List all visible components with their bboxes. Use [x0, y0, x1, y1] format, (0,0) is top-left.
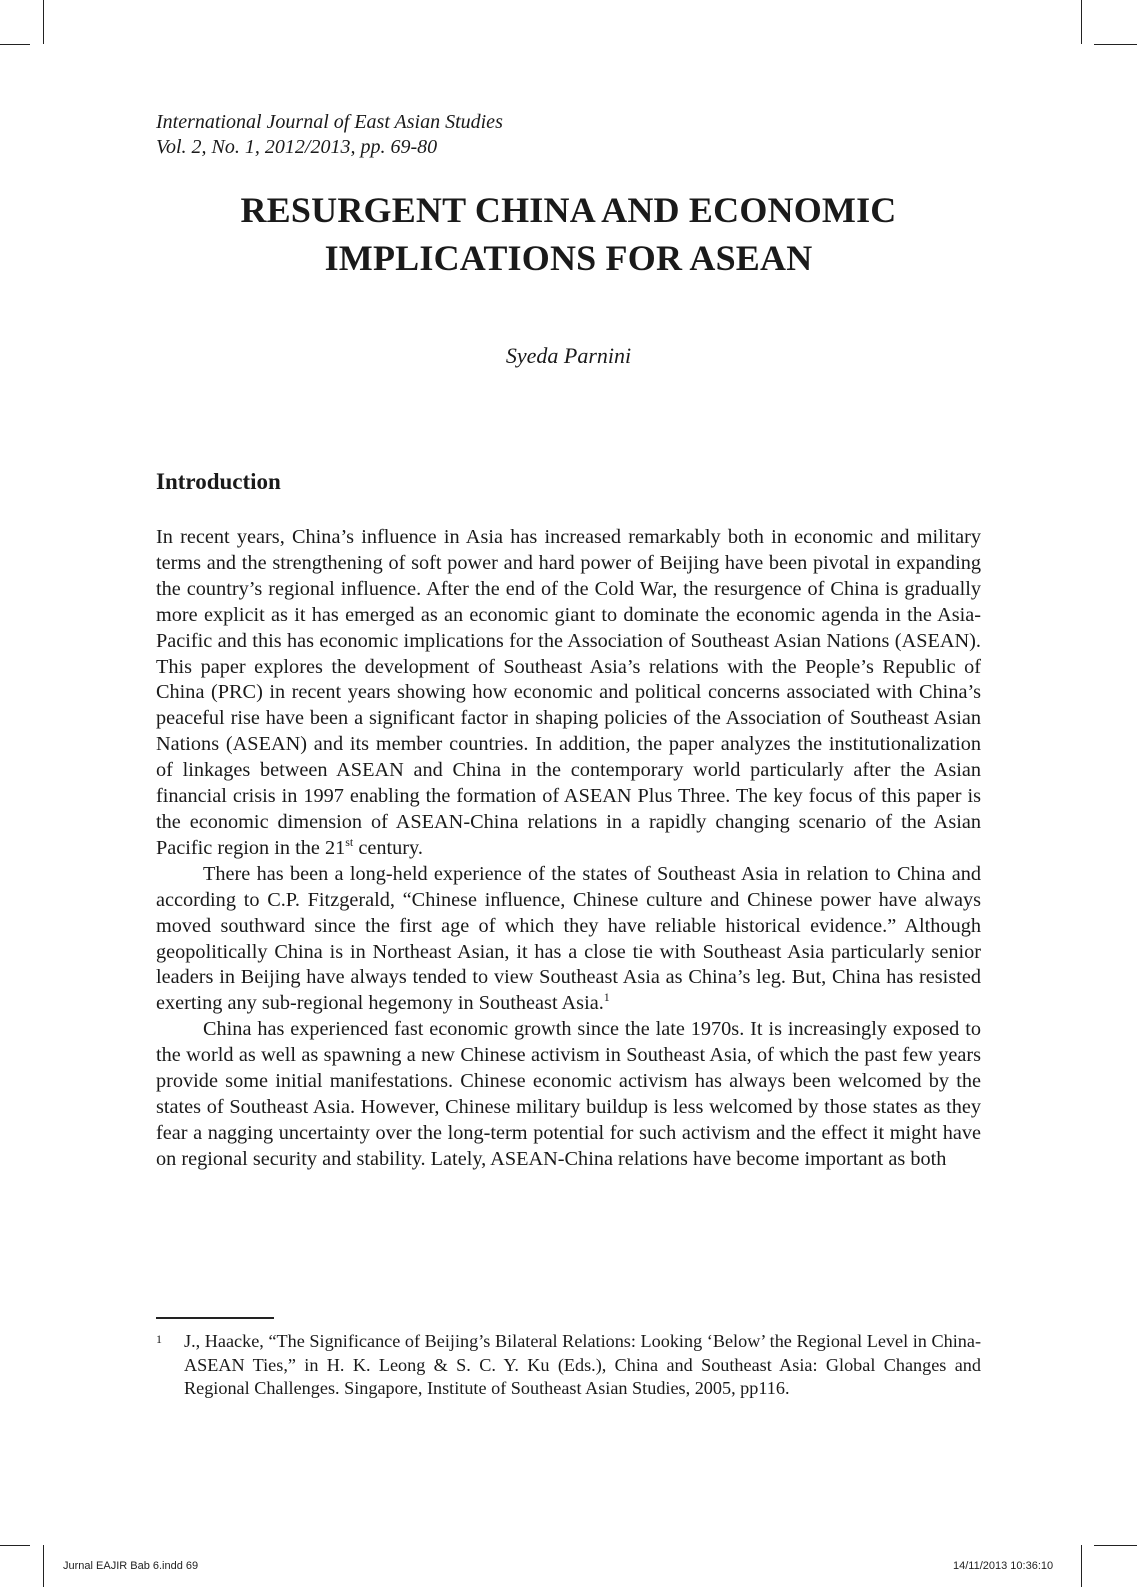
footnote-ref: 1: [603, 990, 610, 1005]
footnote-mark: 1: [156, 1332, 162, 1346]
footnote-text: J., Haacke, “The Significance of Beijing’s Bilateral Relations: Looking ‘Below’ the Regional Level in China-ASEAN Ties,” in H. K. Leong & S. C. Y. Ku (Eds.), China and Southeast Asia: Global Changes and Regional Challenges. Singapore, Institute of Southeast Asian Studies, 2005, pp116.: [184, 1331, 981, 1398]
crop-mark: [1081, 1545, 1082, 1587]
title-line: IMPLICATIONS FOR ASEAN: [324, 238, 813, 278]
paper-title: [120, 186, 1017, 282]
superscript: st: [345, 835, 354, 850]
body-text: [156, 525, 981, 1173]
crop-mark: [0, 44, 30, 45]
crop-mark: [1081, 0, 1082, 44]
paragraph-text: century.: [353, 836, 423, 859]
journal-volume: Vol. 2, No. 1, 2012/2013, pp. 69-80: [156, 136, 438, 158]
footnote-divider: [156, 1317, 274, 1319]
paragraph-text: In recent years, China’s influence in Asia has increased remarkably both in economic and military terms and the strengthening of soft power and hard power of Beijing have been pivotal in expanding the country’s regional influence. After the end of the Cold War, the resurgence of China is gradually more explicit as it has emerged as an economic giant to dominate the economic agenda in the Asia-Pacific and this has economic implications for the Association of Southeast Asian Nations (ASEAN). This paper explores the development of Southeast Asia’s relations with the People’s Republic of China (PRC) in recent years showing how economic and political concerns associated with China’s peaceful rise have been a significant factor in shaping policies of the Association of Southeast Asian Nations (ASEAN) and its member countries. In addition, the paper analyzes the institutionalization of linkages between ASEAN and China in the contemporary world particularly after the Asian financial crisis in 1997 enabling the formation of ASEAN Plus Three. The key focus of this paper is the economic dimension of ASEAN-China relations in a rapidly changing scenario of the Asian Pacific region in the 21: [156, 526, 981, 859]
paragraph: China has experienced fast economic growth since the late 1970s. It is increasingly exposed to the world as well as spawning a new Chinese activism in Southeast Asia, of which the past few years provide some initial manifestations. Chinese economic activism has always been welcomed by the states of Southeast Asia. However, Chinese military buildup is less welcomed by those states as they fear a nagging uncertainty over the long-term potential for such activism and the effect it might have on regional security and stability. Lately, ASEAN-China relations have become important as both: [156, 1018, 981, 1170]
crop-mark: [1094, 44, 1137, 45]
print-slug-date: 14/11/2013 10:36:10: [953, 1560, 1054, 1572]
author-name: Syeda Parnini: [505, 343, 632, 368]
crop-mark: [43, 0, 44, 44]
journal-header: [156, 110, 503, 160]
title-line: RESURGENT CHINA AND ECONOMIC: [240, 190, 897, 230]
journal-name: International Journal of East Asian Studies: [156, 111, 503, 133]
crop-mark: [0, 1545, 30, 1546]
section-heading: Introduction: [156, 469, 281, 494]
crop-mark: [43, 1545, 44, 1587]
paragraph: [156, 525, 981, 862]
paragraph-text: There has been a long-held experience of the states of Southeast Asia in relation to China and according to C.P. Fitzgerald, “Chinese influence, Chinese culture and Chinese power have always moved southward since the first age of which they have reliable historical evidence.” Although geopolitically China is in Northeast Asian, it has a close tie with Southeast Asia particularly senior leaders in Beijing have always tended to view Southeast Asia as China’s leg. But, China has resisted exerting any sub-regional hegemony in Southeast Asia.: [156, 862, 981, 1015]
print-slug-file: Jurnal EAJIR Bab 6.indd 69: [63, 1560, 199, 1572]
crop-mark: [1094, 1545, 1137, 1546]
paragraph: [156, 862, 981, 1017]
footnote: [156, 1330, 981, 1401]
